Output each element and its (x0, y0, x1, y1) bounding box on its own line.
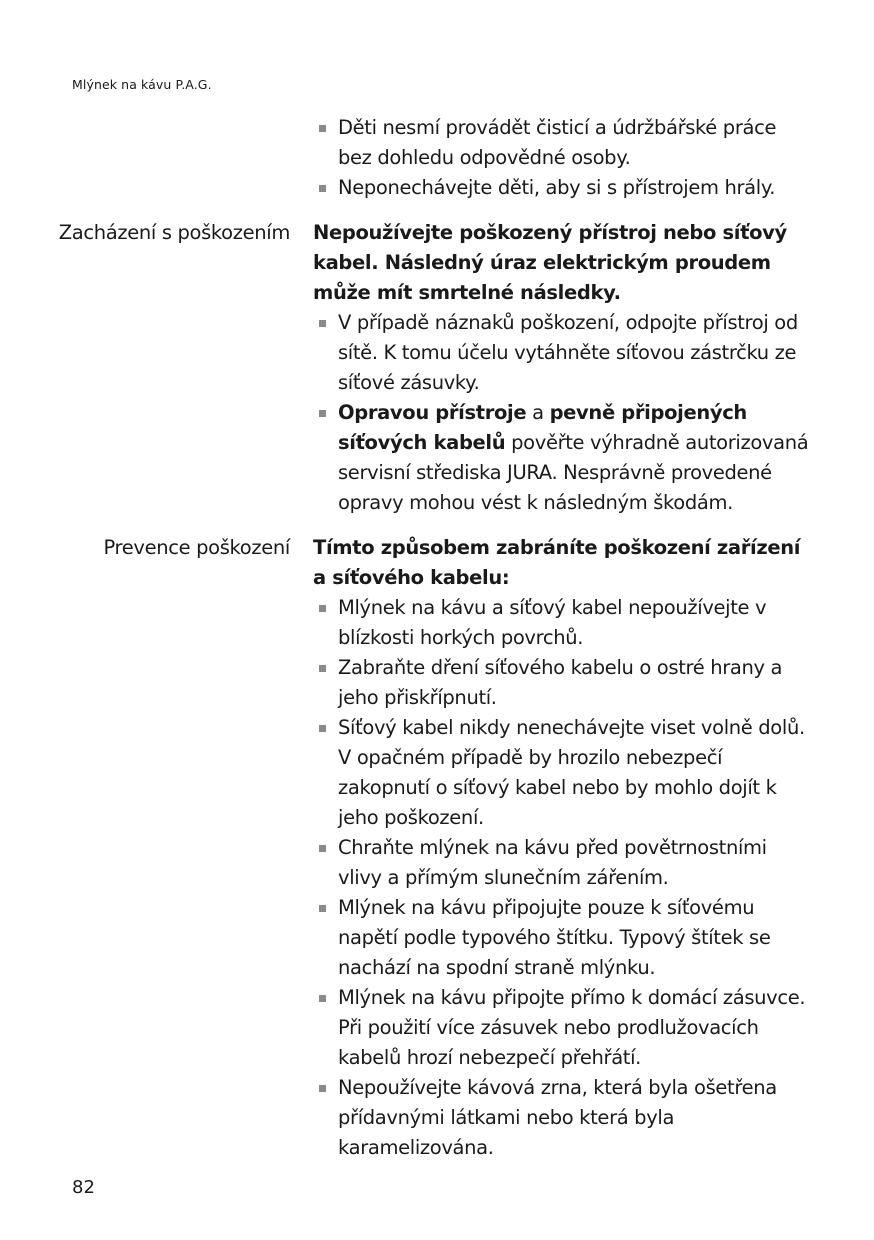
list-item (313, 893, 813, 983)
list-item-text: Zabraňte dření síťového kabelu o ostré hrany a jeho přiskřípnutí. (338, 656, 783, 709)
list-item-text-fragment: pověřte výhradně autorizovaná servisní střediska JURA. Nesprávně provedené opravy mohou vést k následným škodám. (338, 431, 809, 514)
square-bullet-icon (319, 905, 326, 912)
damage-prevention-intro: Tímto způsobem zabráníte poškození zařízení a síťového kabelu: (313, 536, 801, 589)
list-item (313, 833, 813, 893)
list-item (313, 308, 813, 398)
damage-prevention-bullet-list (313, 593, 813, 1163)
square-bullet-icon (319, 1085, 326, 1092)
list-item (313, 653, 813, 713)
list-item (313, 173, 813, 203)
square-bullet-icon (319, 665, 326, 672)
running-header: Mlýnek na kávu P.A.G. (72, 77, 212, 92)
damage-handling-label: Zacházení s poškozením (58, 221, 290, 244)
list-item-text: V případě náznaků poškození, odpojte přístroj od sítě. K tomu účelu vytáhněte síťovou zástrčku ze síťové zásuvky. (338, 311, 798, 394)
square-bullet-icon (319, 995, 326, 1002)
list-item (313, 983, 813, 1073)
list-item-text: Nepoužívejte kávová zrna, která byla ošetřena přídavnými látkami nebo která byla karamelizována. (338, 1076, 777, 1159)
list-item (313, 593, 813, 653)
damage-handling-section (0, 218, 874, 518)
square-bullet-icon (319, 410, 326, 417)
damage-handling-main-column (313, 218, 813, 518)
emphasis-fixed-cables: pevně připojených síťových kabelů (338, 401, 747, 454)
list-item-text: Neponechávejte děti, aby si s přístrojem hrály. (338, 176, 776, 199)
children-bullet-list (313, 113, 813, 203)
page-content (0, 113, 874, 1178)
children-section (0, 113, 874, 203)
list-item-text: Mlýnek na kávu a síťový kabel nepoužívejte v blízkosti horkých povrchů. (338, 596, 767, 649)
damage-prevention-label: Prevence poškození (103, 536, 290, 559)
list-item-text-fragment: a (526, 401, 550, 424)
square-bullet-icon (319, 320, 326, 327)
damage-prevention-section (0, 533, 874, 1163)
list-item (313, 1073, 813, 1163)
list-item-text: Síťový kabel nikdy nenechávejte viset volně dolů. V opačném případě by hrozilo nebezpečí zakopnutí o síťový kabel nebo by mohlo dojít k jeho poškození. (338, 716, 805, 829)
square-bullet-icon (319, 125, 326, 132)
list-item-text: Mlýnek na kávu připojte přímo k domácí zásuvce. Při použití více zásuvek nebo prodlužovacích kabelů hrozí nebezpečí přehřátí. (338, 986, 806, 1069)
square-bullet-icon (319, 185, 326, 192)
damage-handling-bullet-list (313, 308, 813, 518)
list-item-text: Děti nesmí provádět čisticí a údržbářské práce bez dohledu odpovědné osoby. (338, 116, 777, 169)
children-main-column (313, 113, 813, 203)
square-bullet-icon (319, 725, 326, 732)
damage-handling-warning: Nepoužívejte poškozený přístroj nebo síťový kabel. Následný úraz elektrickým proudem může mít smrtelné následky. (313, 221, 787, 304)
list-item-text: Mlýnek na kávu připojujte pouze k síťovému napětí podle typového štítku. Typový štítek se nachází na spodní straně mlýnku. (338, 896, 771, 979)
list-item (313, 713, 813, 833)
emphasis-repair-device: Opravou přístroje (338, 401, 527, 424)
page-number: 82 (72, 1177, 95, 1198)
damage-prevention-main-column (313, 533, 813, 1163)
square-bullet-icon (319, 845, 326, 852)
list-item (313, 113, 813, 173)
square-bullet-icon (319, 605, 326, 612)
list-item (313, 398, 813, 518)
list-item-text: Chraňte mlýnek na kávu před povětrnostními vlivy a přímým slunečním zářením. (338, 836, 767, 889)
